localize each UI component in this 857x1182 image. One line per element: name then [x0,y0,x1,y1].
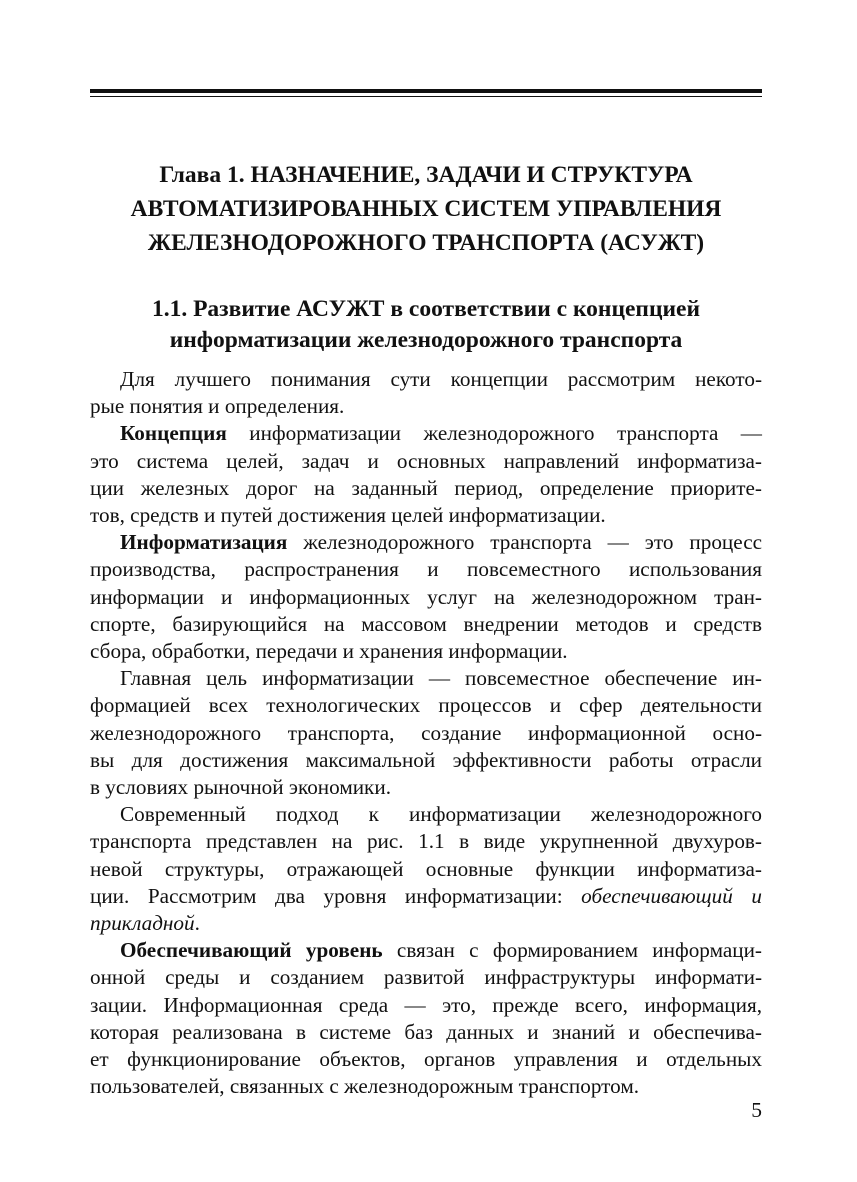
text-line: невой структуры, отражающей основные функции информатиза- [90,856,762,881]
text-line: Для лучшего понимания сути концепции рассмотрим некото- [120,367,762,391]
text-line [90,910,762,937]
paragraph [90,529,762,665]
defined-term: Концепция [120,421,227,446]
italic-term: прикладной [90,911,195,936]
text-line: информации и информационных услуг на железнодорожном тран- [90,584,762,609]
defined-term: Информатизация [120,530,288,555]
text-fragment: железнодорожного транспорта — это процесс [287,530,762,555]
text-line: вы для достижения максимальной эффективности работы отрасли [90,747,762,772]
page-number: 5 [751,1098,762,1122]
italic-term: обеспечивающий и [581,883,762,908]
text-line [90,529,762,556]
text-line [90,420,762,447]
paragraph [90,366,762,420]
paragraph [90,420,762,529]
text-line: онной среды и созданием развитой инфраструктуры информати- [90,965,762,990]
header-rule-thin [90,96,762,97]
text-line: пользователей, связанных с железнодорожным транспортом. [90,1074,640,1099]
text-fragment: . [194,911,200,936]
text-line: формацией всех технологических процессов и сфер деятельности [90,693,762,718]
text-line: которая реализована в системе баз данных и знаний и обеспечива- [90,1019,762,1044]
text-line: ет функционирование объектов, органов управления и отдельных [90,1047,762,1072]
chapter-title-line: АВТОМАТИЗИРОВАННЫХ СИСТЕМ УПРАВЛЕНИЯ [130,196,722,222]
section-title-line: информатизации железнодорожного транспорта [169,327,683,353]
text-line: спорте, базирующийся на массовом внедрении методов и средств [90,611,762,636]
header-rule-thick [90,89,762,93]
defined-term: Обеспечивающий уровень [120,938,383,963]
text-fragment: связан с формированием информаци- [382,938,762,963]
text-line [90,883,762,910]
text-line: Главная цель информатизации — повсеместное обеспечение ин- [120,666,762,691]
text-line: железнодорожного транспорта, создание информационной осно- [90,720,762,745]
text-line: производства, распространения и повсеместного использования [90,557,762,582]
body-text [90,366,762,1100]
section-title [90,294,762,356]
paragraph [90,801,762,937]
text-line: рые понятия и определения. [90,394,345,419]
text-fragment: информатизации железнодорожного транспорта — [226,421,762,446]
paragraph [90,665,762,801]
text-line: это система целей, задач и основных направлений информатиза- [90,448,762,473]
paragraph [90,937,762,1100]
text-line: Современный подход к информатизации железнодорожного [120,802,762,827]
chapter-title-line: ЖЕЛЕЗНОДОРОЖНОГО ТРАНСПОРТА (АСУЖТ) [147,230,705,256]
text-line: зации. Информационная среда — это, прежде всего, информация, [90,992,762,1017]
text-line: транспорта представлен на рис. 1.1 в виде укрупненной двухуров- [90,829,762,854]
text-fragment: ции. Рассмотрим два уровня информатизации: [90,883,582,908]
chapter-title-line: Глава 1. НАЗНАЧЕНИЕ, ЗАДАЧИ И СТРУКТУРА [159,162,693,188]
text-line: в условиях рыночной экономики. [90,775,391,800]
text-line [90,937,762,964]
text-line: ции железных дорог на заданный период, определение приорите- [90,475,762,500]
chapter-title [90,158,762,260]
section-title-line: 1.1. Развитие АСУЖТ в соответствии с концепцией [151,296,701,322]
text-line: сбора, обработки, передачи и хранения информации. [90,639,568,664]
text-line: тов, средств и путей достижения целей информатизации. [90,503,606,528]
